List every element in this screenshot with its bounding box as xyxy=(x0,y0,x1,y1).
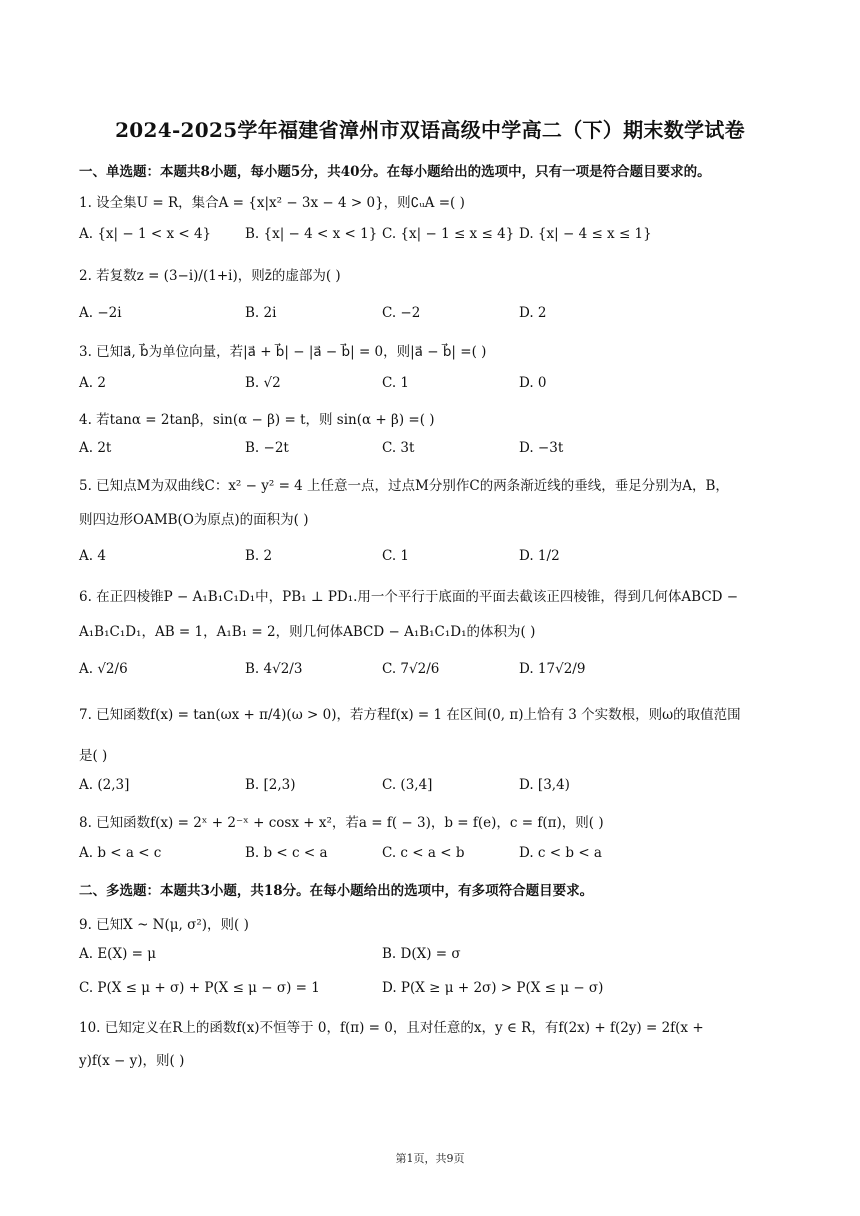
question-6-option-b[interactable]: B. 4√2/3 xyxy=(245,661,303,677)
question-9-stem: 9. 已知X ~ N(μ, σ²)，则( ) xyxy=(79,917,249,933)
page-title: 2024-2025学年福建省漳州市双语高级中学高二（下）期末数学试卷 xyxy=(115,118,745,142)
question-3-option-a[interactable]: A. 2 xyxy=(79,375,106,391)
question-9-option-d[interactable]: D. P(X ≥ μ + 2σ) > P(X ≤ μ − σ) xyxy=(382,980,604,996)
question-5-option-d[interactable]: D. 1/2 xyxy=(519,548,560,564)
question-2-stem: 2. 若复数z = (3−i)/(1+i)，则z̄的虚部为( ) xyxy=(79,268,341,284)
question-6-option-d[interactable]: D. 17√2/9 xyxy=(519,661,586,677)
question-6-stem-line-2: A₁B₁C₁D₁，AB = 1，A₁B₁ = 2，则几何体ABCD − A₁B₁C₁D₁的体积为( ) xyxy=(79,624,536,640)
question-1-option-d[interactable]: D. {x| − 4 ≤ x ≤ 1} xyxy=(519,226,652,242)
question-9-option-c[interactable]: C. P(X ≤ μ + σ) + P(X ≤ μ − σ) = 1 xyxy=(79,980,320,996)
question-4-option-c[interactable]: C. 3t xyxy=(382,440,415,456)
question-3-option-c[interactable]: C. 1 xyxy=(382,375,410,391)
question-2-option-a[interactable]: A. −2i xyxy=(79,305,122,321)
question-6-stem-line-1: 6. 在正四棱锥P − A₁B₁C₁D₁中，PB₁ ⊥ PD₁.用一个平行于底面的平面去截该正四棱锥，得到几何体ABCD − xyxy=(79,589,739,605)
question-8-option-c[interactable]: C. c < a < b xyxy=(382,845,465,861)
question-7-stem-line-2: 是( ) xyxy=(79,748,108,764)
question-3-option-d[interactable]: D. 0 xyxy=(519,375,547,391)
section-single-choice-heading: 一、单选题：本题共8小题，每小题5分，共40分。在每小题给出的选项中，只有一项是符合题目要求的。 xyxy=(79,164,711,180)
question-6-option-a[interactable]: A. √2/6 xyxy=(79,661,128,677)
section-multi-choice-heading: 二、多选题：本题共3小题，共18分。在每小题给出的选项中，有多项符合题目要求。 xyxy=(79,883,594,899)
question-2-option-d[interactable]: D. 2 xyxy=(519,305,547,321)
question-1-option-c[interactable]: C. {x| − 1 ≤ x ≤ 4} xyxy=(382,226,515,242)
question-6-option-c[interactable]: C. 7√2/6 xyxy=(382,661,440,677)
question-8-option-d[interactable]: D. c < b < a xyxy=(519,845,602,861)
question-5-stem-line-2: 则四边形OAMB(O为原点)的面积为( ) xyxy=(79,512,309,528)
question-5-option-c[interactable]: C. 1 xyxy=(382,548,410,564)
question-9-option-b[interactable]: B. D(X) = σ xyxy=(382,946,461,962)
question-1-stem: 1. 设全集U = R，集合A = {x|x² − 3x − 4 > 0}，则∁ᵤA =( ) xyxy=(79,195,465,211)
question-8-option-a[interactable]: A. b < a < c xyxy=(79,845,162,861)
question-1-option-a[interactable]: A. {x| − 1 < x < 4} xyxy=(79,226,212,242)
question-7-option-d[interactable]: D. [3,4) xyxy=(519,777,570,793)
question-5-stem-line-1: 5. 已知点M为双曲线C：x² − y² = 4 上任意一点，过点M分别作C的两条渐近线的垂线，垂足分别为A，B， xyxy=(79,478,729,494)
question-3-stem: 3. 已知a⃗, b⃗为单位向量，若|a⃗ + b⃗| − |a⃗ − b⃗| = 0，则|a⃗ − b⃗| =( ) xyxy=(79,344,487,360)
question-5-option-b[interactable]: B. 2 xyxy=(245,548,273,564)
question-2-option-c[interactable]: C. −2 xyxy=(382,305,421,321)
question-8-option-b[interactable]: B. b < c < a xyxy=(245,845,328,861)
question-4-option-d[interactable]: D. −3t xyxy=(519,440,564,456)
question-7-option-b[interactable]: B. [2,3) xyxy=(245,777,296,793)
question-9-option-a[interactable]: A. E(X) = μ xyxy=(79,946,156,962)
page-footer: 第1页，共9页 xyxy=(395,1152,465,1165)
question-1-option-b[interactable]: B. {x| − 4 < x < 1} xyxy=(245,226,378,242)
question-2-option-b[interactable]: B. 2i xyxy=(245,305,277,321)
question-10-stem-line-1: 10. 已知定义在R上的函数f(x)不恒等于 0，f(π) = 0，且对任意的x，y ∈ R，有f(2x) + f(2y) = 2f(x + xyxy=(79,1020,704,1036)
question-7-stem-line-1: 7. 已知函数f(x) = tan(ωx + π/4)(ω > 0)，若方程f(x) = 1 在区间(0, π)上恰有 3 个实数根，则ω的取值范围 xyxy=(79,707,741,723)
question-7-option-a[interactable]: A. (2,3] xyxy=(79,777,130,793)
question-5-option-a[interactable]: A. 4 xyxy=(79,548,106,564)
question-4-option-b[interactable]: B. −2t xyxy=(245,440,289,456)
question-4-stem: 4. 若tanα = 2tanβ，sin(α − β) = t，则 sin(α + β) =( ) xyxy=(79,412,435,428)
question-3-option-b[interactable]: B. √2 xyxy=(245,375,281,391)
question-7-option-c[interactable]: C. (3,4] xyxy=(382,777,433,793)
question-10-stem-line-2: y)f(x − y)，则( ) xyxy=(79,1053,185,1069)
question-4-option-a[interactable]: A. 2t xyxy=(79,440,112,456)
question-8-stem: 8. 已知函数f(x) = 2ˣ + 2⁻ˣ + cosx + x²，若a = f( − 3)，b = f(e)，c = f(π)，则( ) xyxy=(79,815,604,831)
